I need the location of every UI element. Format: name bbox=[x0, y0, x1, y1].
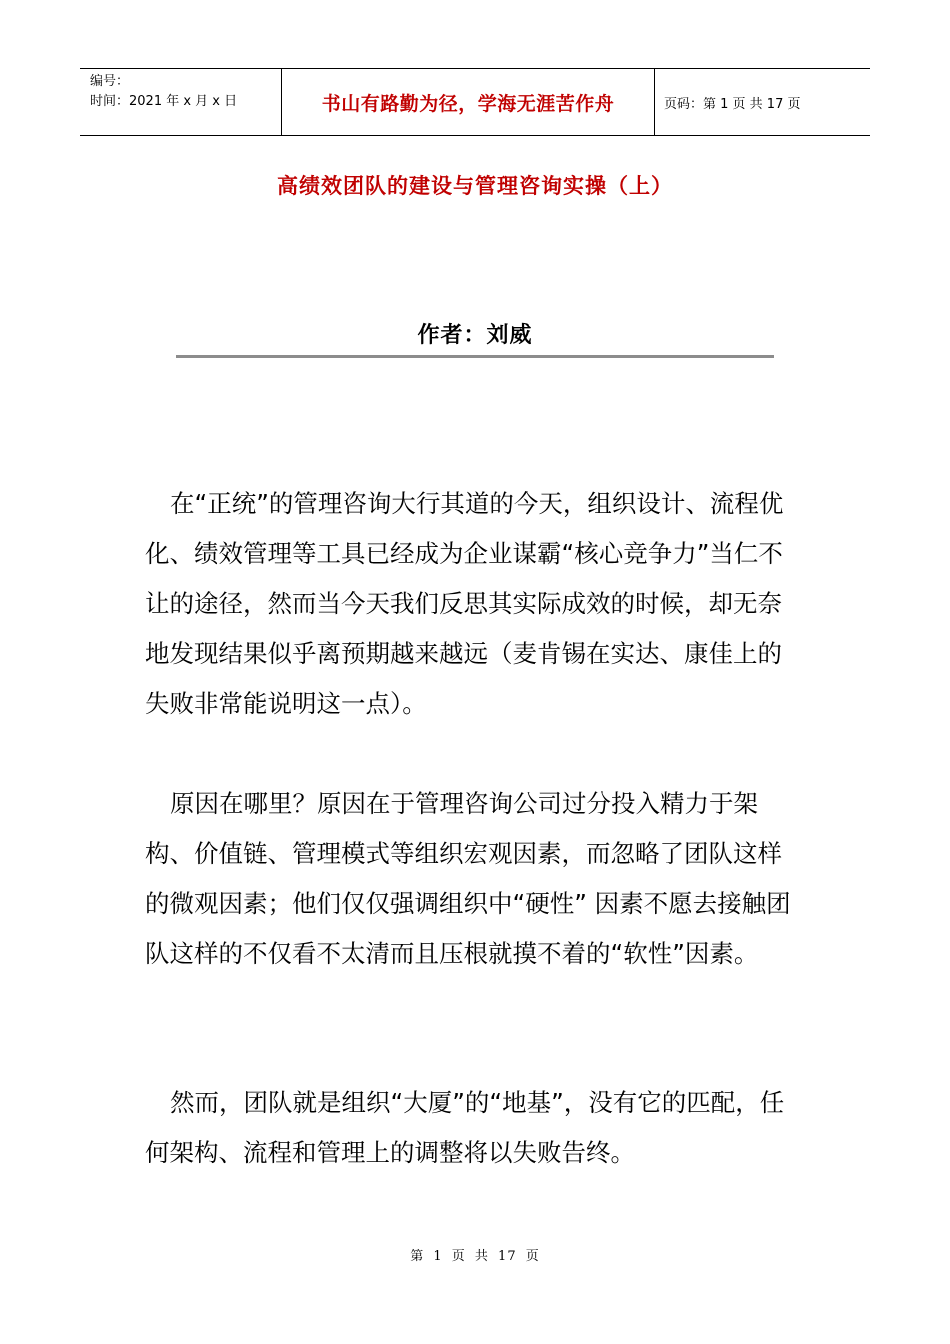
document-header bbox=[80, 68, 870, 136]
author-line: 作者：刘威 bbox=[417, 323, 533, 348]
header-meta-cell bbox=[80, 69, 282, 135]
motto-text: 书山有路勤为径，学海无涯苦作舟 bbox=[321, 92, 615, 115]
paragraph-1: 在“正统”的管理咨询大行其道的今天，组织设计、流程优化、绩效管理等工具已经成为企业谋霸“核心竞争力”当仁不让的途径，然而当今天我们反思其实际成效的时候，却无奈地发现结果似乎离预期越来越远（麦肯锡在实达、康佳上的失败非常能说明这一点）。 bbox=[145, 489, 784, 718]
number-label: 编号： bbox=[90, 74, 130, 89]
header-motto-cell bbox=[282, 69, 655, 135]
time-label: 时间：2021 年 x 月 x 日 bbox=[90, 94, 238, 109]
header-page-cell bbox=[655, 69, 870, 135]
paragraph-2: 原因在哪里？原因在于管理咨询公司过分投入精力于架构、价值链、管理模式等组织宏观因素，而忽略了团队这样的微观因素；他们仅仅强调组织中“硬性” 因素不愿去接触团队这样的不仅看不太清而且压根就摸不着的“软性”因素。 bbox=[145, 789, 791, 968]
page-footer: 第 1 页 共 17 页 bbox=[410, 1249, 540, 1264]
header-page-info: 页码：第 1 页 共 17 页 bbox=[664, 96, 801, 112]
paragraph-3: 然而，团队就是组织“大厦”的“地基”，没有它的匹配，任何架构、流程和管理上的调整将以失败告终。 bbox=[145, 1088, 785, 1167]
document-title: 高绩效团队的建设与管理咨询实操（上） bbox=[277, 173, 673, 198]
author-divider bbox=[176, 355, 774, 358]
